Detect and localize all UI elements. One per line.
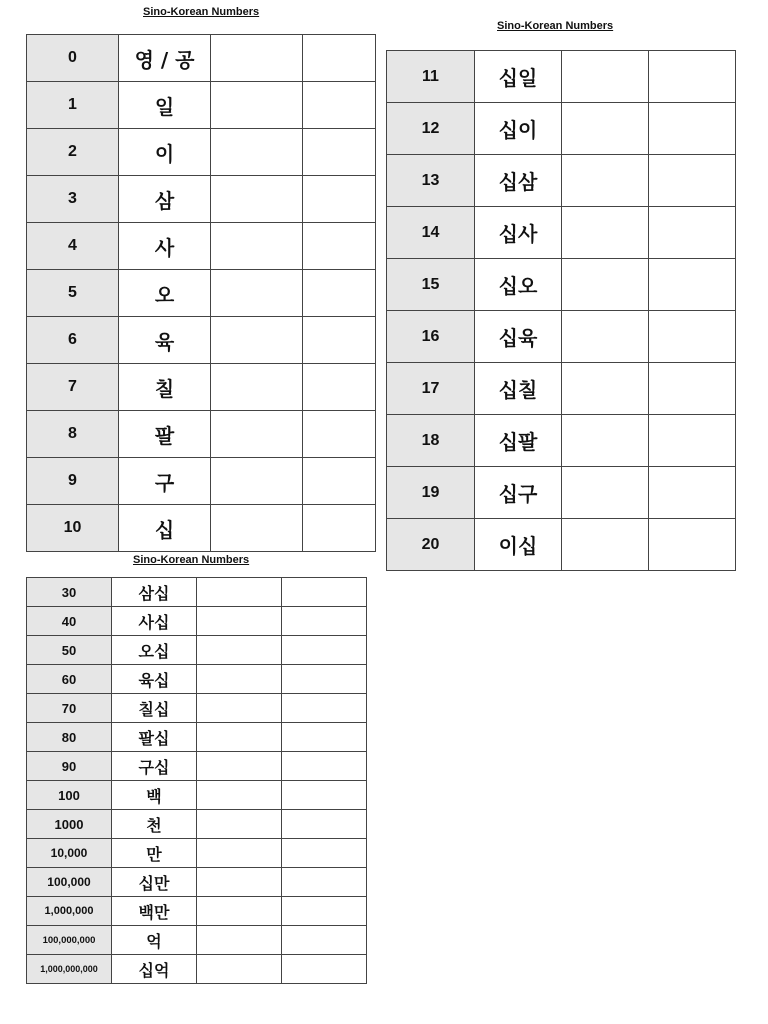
practice-cell[interactable] — [282, 752, 367, 781]
number-cell: 5 — [27, 270, 119, 317]
korean-cell: 십억 — [112, 955, 197, 984]
practice-cell[interactable] — [649, 207, 736, 259]
numbers-table-30-billion — [26, 577, 367, 984]
table-row — [387, 467, 736, 519]
number-cell: 60 — [27, 665, 112, 694]
number-cell: 100 — [27, 781, 112, 810]
table2-title: Sino-Korean Numbers — [497, 20, 614, 32]
practice-cell[interactable] — [562, 415, 649, 467]
practice-cell[interactable] — [649, 51, 736, 103]
practice-cell[interactable] — [562, 207, 649, 259]
number-cell: 70 — [27, 694, 112, 723]
korean-cell: 삼 — [119, 176, 211, 223]
practice-cell[interactable] — [282, 868, 367, 897]
practice-cell[interactable] — [282, 955, 367, 984]
number-cell: 6 — [27, 317, 119, 364]
practice-cell[interactable] — [303, 176, 376, 223]
number-cell: 20 — [387, 519, 475, 571]
table1-title: Sino-Korean Numbers — [143, 6, 260, 18]
table-row — [27, 694, 367, 723]
practice-cell[interactable] — [303, 129, 376, 176]
table-row — [27, 955, 367, 984]
practice-cell[interactable] — [211, 411, 303, 458]
practice-cell[interactable] — [197, 607, 282, 636]
table-row — [387, 207, 736, 259]
table-row — [27, 270, 376, 317]
table-row — [27, 723, 367, 752]
korean-cell: 십삼 — [475, 155, 562, 207]
numbers-table-11-20 — [386, 50, 736, 571]
practice-cell[interactable] — [211, 270, 303, 317]
table-row — [27, 607, 367, 636]
practice-cell[interactable] — [211, 458, 303, 505]
table-row — [27, 636, 367, 665]
practice-cell[interactable] — [282, 723, 367, 752]
korean-cell: 영 / 공 — [119, 35, 211, 82]
practice-cell[interactable] — [282, 810, 367, 839]
table-row — [27, 781, 367, 810]
practice-cell[interactable] — [303, 317, 376, 364]
practice-cell[interactable] — [303, 458, 376, 505]
practice-cell[interactable] — [197, 868, 282, 897]
practice-cell[interactable] — [303, 223, 376, 270]
table-row — [27, 176, 376, 223]
table-row — [27, 752, 367, 781]
korean-cell: 십사 — [475, 207, 562, 259]
table-row — [27, 129, 376, 176]
korean-cell: 만 — [112, 839, 197, 868]
practice-cell[interactable] — [303, 35, 376, 82]
practice-cell[interactable] — [562, 103, 649, 155]
korean-cell: 십 — [119, 505, 211, 552]
korean-cell: 십만 — [112, 868, 197, 897]
korean-cell: 팔십 — [112, 723, 197, 752]
practice-cell[interactable] — [649, 363, 736, 415]
table-row — [27, 868, 367, 897]
number-cell: 7 — [27, 364, 119, 411]
number-cell: 1,000,000 — [27, 897, 112, 926]
number-cell: 14 — [387, 207, 475, 259]
korean-cell: 오십 — [112, 636, 197, 665]
korean-cell: 십이 — [475, 103, 562, 155]
practice-cell[interactable] — [197, 781, 282, 810]
table-row — [27, 839, 367, 868]
table-row — [387, 51, 736, 103]
korean-cell: 육 — [119, 317, 211, 364]
number-cell: 17 — [387, 363, 475, 415]
table3-title: Sino-Korean Numbers — [133, 554, 250, 566]
table-row — [27, 458, 376, 505]
korean-cell: 사 — [119, 223, 211, 270]
practice-cell[interactable] — [303, 364, 376, 411]
korean-cell: 팔 — [119, 411, 211, 458]
korean-cell: 십일 — [475, 51, 562, 103]
table-row — [387, 103, 736, 155]
practice-cell[interactable] — [282, 839, 367, 868]
table-row — [27, 82, 376, 129]
practice-cell[interactable] — [282, 607, 367, 636]
table-row — [27, 578, 367, 607]
table-row — [387, 259, 736, 311]
practice-cell[interactable] — [649, 415, 736, 467]
table-row — [387, 311, 736, 363]
number-cell: 50 — [27, 636, 112, 665]
korean-cell: 백만 — [112, 897, 197, 926]
table-row — [27, 35, 376, 82]
table-row — [27, 505, 376, 552]
table-row — [27, 317, 376, 364]
korean-cell: 구십 — [112, 752, 197, 781]
number-cell: 100,000,000 — [27, 926, 112, 955]
korean-cell: 오 — [119, 270, 211, 317]
practice-cell[interactable] — [197, 694, 282, 723]
table-row — [387, 415, 736, 467]
practice-cell[interactable] — [282, 926, 367, 955]
practice-cell[interactable] — [303, 411, 376, 458]
practice-cell[interactable] — [649, 155, 736, 207]
practice-cell[interactable] — [282, 781, 367, 810]
practice-cell[interactable] — [197, 665, 282, 694]
practice-cell[interactable] — [211, 505, 303, 552]
korean-cell: 사십 — [112, 607, 197, 636]
korean-cell: 천 — [112, 810, 197, 839]
korean-cell: 칠 — [119, 364, 211, 411]
practice-cell[interactable] — [211, 129, 303, 176]
number-cell: 1 — [27, 82, 119, 129]
number-cell: 13 — [387, 155, 475, 207]
korean-cell: 구 — [119, 458, 211, 505]
korean-cell: 십육 — [475, 311, 562, 363]
number-cell: 15 — [387, 259, 475, 311]
practice-cell[interactable] — [562, 519, 649, 571]
korean-cell: 억 — [112, 926, 197, 955]
number-cell: 1000 — [27, 810, 112, 839]
number-cell: 80 — [27, 723, 112, 752]
practice-cell[interactable] — [649, 519, 736, 571]
number-cell: 16 — [387, 311, 475, 363]
practice-cell[interactable] — [562, 259, 649, 311]
korean-cell: 칠십 — [112, 694, 197, 723]
practice-cell[interactable] — [211, 223, 303, 270]
practice-cell[interactable] — [197, 752, 282, 781]
number-cell: 3 — [27, 176, 119, 223]
practice-cell[interactable] — [562, 51, 649, 103]
table-row — [387, 363, 736, 415]
table-row — [27, 897, 367, 926]
practice-cell[interactable] — [197, 723, 282, 752]
number-cell: 10 — [27, 505, 119, 552]
practice-cell[interactable] — [282, 665, 367, 694]
number-cell: 11 — [387, 51, 475, 103]
korean-cell: 삼십 — [112, 578, 197, 607]
practice-cell[interactable] — [197, 839, 282, 868]
number-cell: 30 — [27, 578, 112, 607]
practice-cell[interactable] — [649, 467, 736, 519]
practice-cell[interactable] — [303, 270, 376, 317]
number-cell: 19 — [387, 467, 475, 519]
practice-cell[interactable] — [197, 578, 282, 607]
practice-cell[interactable] — [282, 897, 367, 926]
korean-cell: 십오 — [475, 259, 562, 311]
practice-cell[interactable] — [562, 363, 649, 415]
table-row — [27, 665, 367, 694]
number-cell: 10,000 — [27, 839, 112, 868]
practice-cell[interactable] — [197, 897, 282, 926]
practice-cell[interactable] — [211, 364, 303, 411]
numbers-table-0-10 — [26, 34, 376, 552]
table-row — [27, 926, 367, 955]
practice-cell[interactable] — [197, 955, 282, 984]
practice-cell[interactable] — [197, 810, 282, 839]
practice-cell[interactable] — [282, 636, 367, 665]
number-cell: 12 — [387, 103, 475, 155]
practice-cell[interactable] — [562, 155, 649, 207]
practice-cell[interactable] — [562, 467, 649, 519]
table-row — [387, 155, 736, 207]
number-cell: 0 — [27, 35, 119, 82]
practice-cell[interactable] — [211, 35, 303, 82]
number-cell: 8 — [27, 411, 119, 458]
number-cell: 40 — [27, 607, 112, 636]
korean-cell: 이십 — [475, 519, 562, 571]
number-cell: 1,000,000,000 — [27, 955, 112, 984]
korean-cell: 일 — [119, 82, 211, 129]
practice-cell[interactable] — [649, 311, 736, 363]
practice-cell[interactable] — [303, 505, 376, 552]
korean-cell: 십팔 — [475, 415, 562, 467]
number-cell: 90 — [27, 752, 112, 781]
table-row — [27, 810, 367, 839]
table-row — [27, 364, 376, 411]
number-cell: 4 — [27, 223, 119, 270]
practice-cell[interactable] — [282, 578, 367, 607]
practice-cell[interactable] — [562, 311, 649, 363]
practice-cell[interactable] — [197, 636, 282, 665]
table-row — [387, 519, 736, 571]
korean-cell: 십칠 — [475, 363, 562, 415]
korean-cell: 백 — [112, 781, 197, 810]
korean-cell: 육십 — [112, 665, 197, 694]
table-row — [27, 223, 376, 270]
korean-cell: 이 — [119, 129, 211, 176]
practice-cell[interactable] — [303, 82, 376, 129]
table-row — [27, 411, 376, 458]
practice-cell[interactable] — [649, 103, 736, 155]
korean-cell: 십구 — [475, 467, 562, 519]
practice-cell[interactable] — [211, 176, 303, 223]
practice-cell[interactable] — [282, 694, 367, 723]
practice-cell[interactable] — [197, 926, 282, 955]
practice-cell[interactable] — [211, 317, 303, 364]
practice-cell[interactable] — [649, 259, 736, 311]
number-cell: 100,000 — [27, 868, 112, 897]
number-cell: 9 — [27, 458, 119, 505]
number-cell: 18 — [387, 415, 475, 467]
practice-cell[interactable] — [211, 82, 303, 129]
number-cell: 2 — [27, 129, 119, 176]
